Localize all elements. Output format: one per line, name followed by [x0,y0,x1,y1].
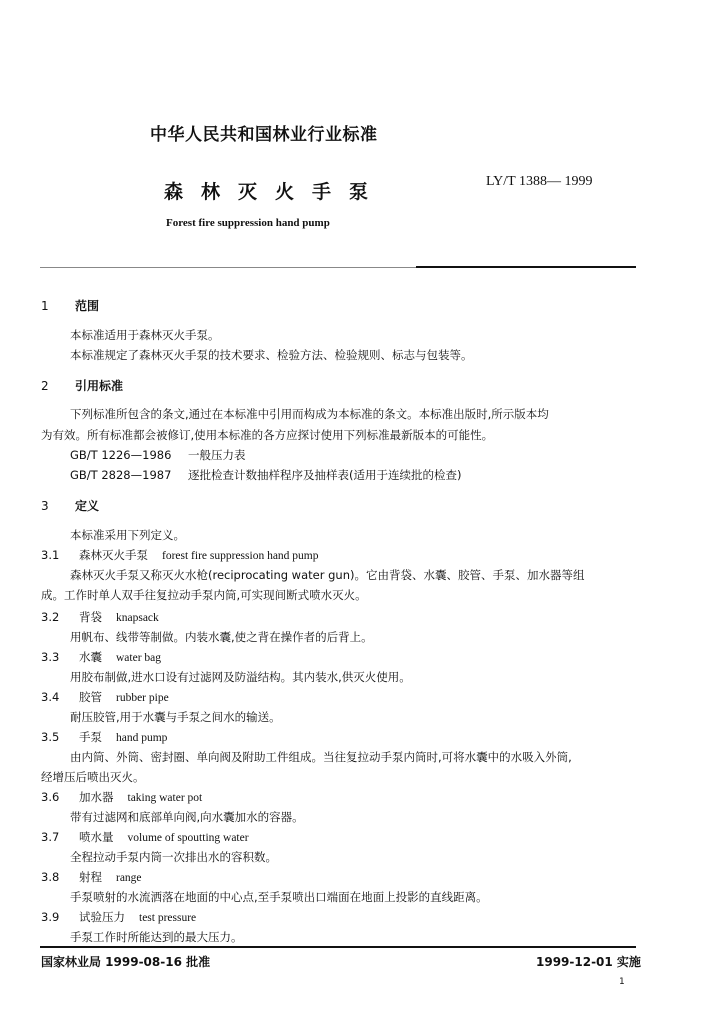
definition: 耐压胶管,用于水囊与手泵之间水的输送。 [70,710,281,724]
term-number: 3.2 [41,610,60,624]
term-en: taking water pot [127,792,203,804]
term-zh: 喷水量 [79,830,114,844]
section-title: 范围 [75,299,100,313]
term-en: rubber pipe [116,692,169,704]
term-3-5 [41,729,167,745]
term-en: forest fire suppression hand pump [162,550,319,562]
definition: 用胶布制做,进水口设有过滤网及防溢结构。其内装水,供灭火使用。 [70,670,411,684]
definition: 手泵工作时所能达到的最大压力。 [70,930,243,944]
term-3-2 [41,609,159,625]
section-number: 2 [41,379,49,393]
term-3-9 [41,909,196,925]
term-number: 3.7 [41,830,60,844]
document-title: 森林灭火手泵 [164,181,387,203]
standard-code: LY/T 1388— 1999 [486,174,593,189]
definition: 森林灭火手泵又称灭火水枪(reciprocating water gun)。它由背袋、水囊、胶管、手泵、加水器等组 [70,568,585,582]
paragraph: 本标准适用于森林灭火手泵。 [70,328,220,342]
term-en: test pressure [139,912,197,924]
paragraph: 为有效。所有标准都会被修订,使用本标准的各方应探讨使用下列标准最新版本的可能性。 [41,428,494,442]
term-3-4 [41,689,169,705]
term-zh: 射程 [79,870,102,884]
term-3-3 [41,649,161,665]
term-3-8 [41,869,142,885]
term-zh: 加水器 [79,790,114,804]
term-zh: 水囊 [79,650,102,664]
term-zh: 胶管 [79,690,102,704]
definition: 用帆布、线带等制做。内装水囊,使之背在操作者的后背上。 [70,630,373,644]
reference-title: 一般压力表 [188,448,246,462]
reference-item [70,467,461,483]
paragraph: 下列标准所包含的条文,通过在本标准中引用而构成为本标准的条文。本标准出版时,所示版本均 [70,407,549,421]
term-en: water bag [116,652,162,664]
definition: 成。工作时单人双手往复拉动手泵内筒,可实现间断式喷水灭火。 [41,588,367,602]
reference-item [70,447,246,463]
section-1-heading [41,297,99,314]
header-rule-bold [416,266,636,268]
term-en: range [116,872,142,884]
term-zh: 手泵 [79,730,102,744]
paragraph: 本标准规定了森林灭火手泵的技术要求、检验方法、检验规则、标志与包装等。 [70,348,473,362]
term-zh: 试验压力 [79,910,125,924]
term-number: 3.1 [41,548,60,562]
approval-date: 国家林业局 1999-08-16 批准 [41,955,211,969]
section-3-heading [41,497,99,514]
term-3-7 [41,829,249,845]
term-3-1 [41,547,319,563]
footer-rule [40,946,636,948]
reference-title: 逐批检查计数抽样程序及抽样表(适用于连续批的检查) [188,468,462,482]
term-number: 3.9 [41,910,60,924]
term-number: 3.8 [41,870,60,884]
term-en: volume of spoutting water [127,832,249,844]
definition: 带有过滤网和底部单向阀,向水囊加水的容器。 [70,810,304,824]
definition: 全程拉动手泵内筒一次排出水的容积数。 [70,850,277,864]
definition: 手泵喷射的水流洒落在地面的中心点,至手泵喷出口端面在地面上投影的直线距离。 [70,890,488,904]
page-number: 1 [619,977,625,987]
definition: 由内筒、外筒、密封圈、单向阀及附助工件组成。当往复拉动手泵内筒时,可将水囊中的水吸入外筒, [70,750,572,764]
section-title: 引用标准 [75,379,124,393]
section-2-heading [41,377,123,394]
reference-code: GB/T 1226—1986 [70,448,172,462]
term-number: 3.6 [41,790,60,804]
term-number: 3.4 [41,690,60,704]
section-number: 1 [41,299,49,313]
term-zh: 背袋 [79,610,102,624]
english-title: Forest fire suppression hand pump [166,217,330,229]
section-title: 定义 [75,499,100,513]
term-number: 3.5 [41,730,60,744]
standard-org: 中华人民共和国林业行业标准 [150,125,378,145]
term-3-6 [41,789,202,805]
term-zh: 森林灭火手泵 [79,548,148,562]
paragraph: 本标准采用下列定义。 [70,528,185,542]
term-number: 3.3 [41,650,60,664]
term-en: hand pump [116,732,168,744]
reference-code: GB/T 2828—1987 [70,468,172,482]
section-number: 3 [41,499,49,513]
implementation-date: 1999-12-01 实施 [536,955,641,969]
definition: 经增压后喷出灭火。 [41,770,145,784]
term-en: knapsack [116,612,159,624]
